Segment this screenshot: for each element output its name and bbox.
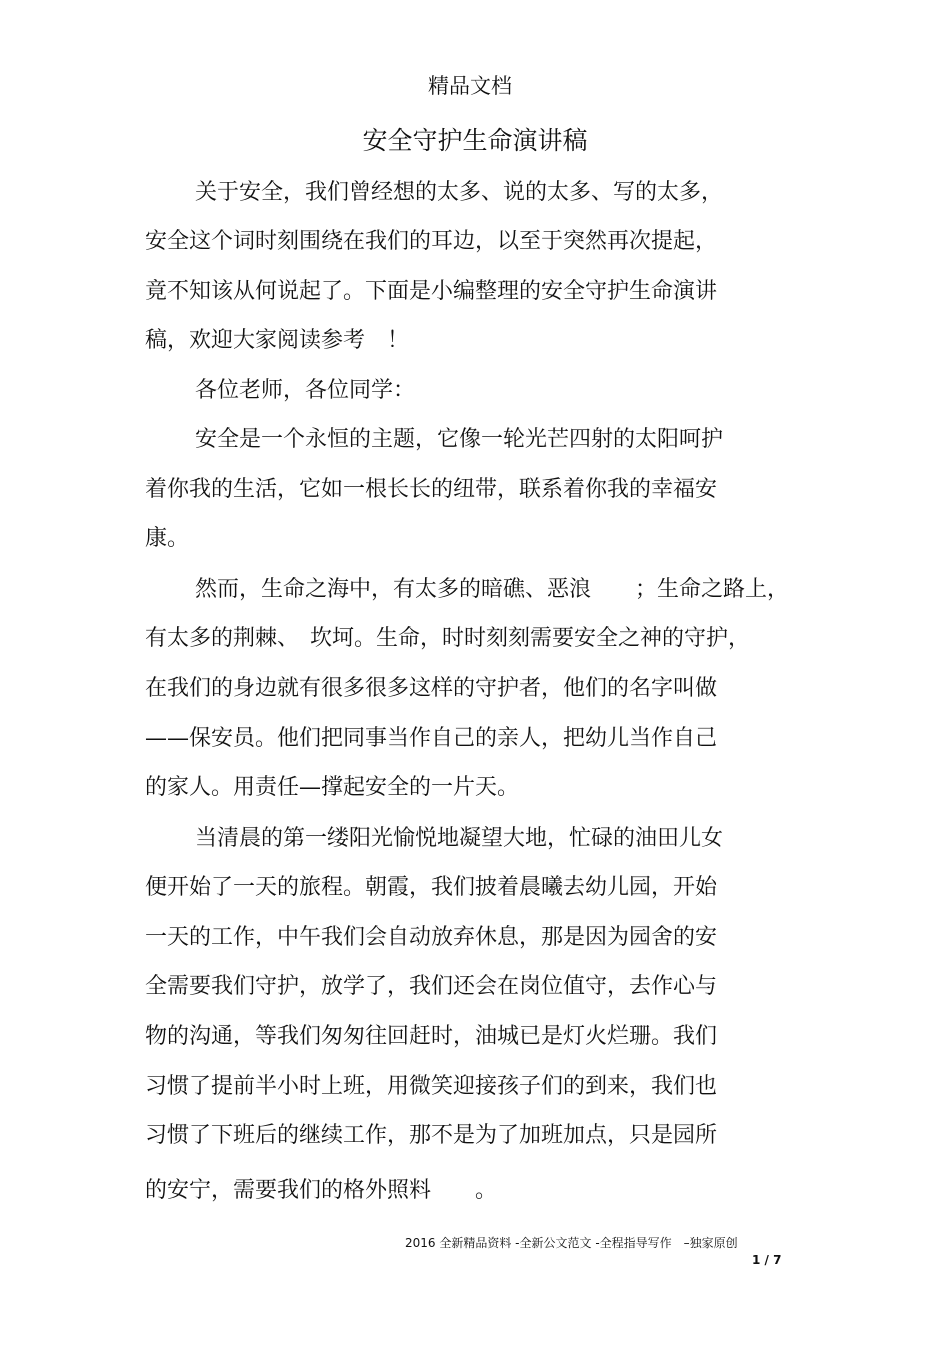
- salutation-line: 各位老师，各位同学：: [195, 378, 416, 403]
- text-line: 竟不知该从何说起了。下面是小编整理的安全守护生命演讲: [145, 279, 718, 304]
- page-footer: 2016 全新精品资料 -全新公文范文 -全程指导写作 –独家原创: [405, 1236, 738, 1250]
- text-line: 有太多的荆棘、 坎坷。生命，时时刻刻需要安全之神的守护，: [145, 626, 751, 651]
- text-line: 当清晨的第一缕阳光愉悦地凝望大地，忙碌的油田儿女: [195, 826, 724, 851]
- text-line: 便开始了一天的旅程。朝霞，我们披着晨曦去幼儿园，开始: [145, 875, 718, 900]
- text-line: 物的沟通，等我们匆匆往回赶时，油城已是灯火烂珊。我们: [145, 1024, 718, 1049]
- page-header: 精品文档: [428, 74, 512, 98]
- text-line: ——保安员。他们把同事当作自己的亲人，把幼儿当作自己: [145, 726, 718, 751]
- text-line: 一天的工作，中午我们会自动放弃休息，那是因为园舍的安: [145, 925, 718, 950]
- text-line: 康。: [145, 526, 190, 551]
- text-line: 全需要我们守护，放学了，我们还会在岗位值守，去作心与: [145, 974, 718, 999]
- text-line: 然而，生命之海中，有太多的暗礁、恶浪 ；生命之路上，: [195, 577, 790, 602]
- text-line: 稿，欢迎大家阅读参考 ！: [145, 328, 410, 353]
- text-line: 关于安全，我们曾经想的太多、说的太多、写的太多，: [195, 180, 724, 205]
- text-line: 的家人。用责任—撑起安全的一片天。: [145, 775, 520, 800]
- text-line: 安全这个词时刻围绕在我们的耳边，以至于突然再次提起，: [145, 229, 718, 254]
- text-line: 习惯了下班后的继续工作，那不是为了加班加点，只是园所: [145, 1123, 718, 1148]
- text-line: 安全是一个永恒的主题，它像一轮光芒四射的太阳呵护: [195, 427, 724, 452]
- document-title: 安全守护生命演讲稿: [362, 126, 588, 155]
- text-line: 着你我的生活，它如一根长长的纽带，联系着你我的幸福安: [145, 477, 718, 502]
- text-line: 习惯了提前半小时上班，用微笑迎接孩子们的到来，我们也: [145, 1074, 718, 1099]
- text-line: 的安宁，需要我们的格外照料 。: [145, 1178, 498, 1203]
- page-number: 1 / 7: [752, 1253, 782, 1267]
- text-line: 在我们的身边就有很多很多这样的守护者，他们的名字叫做: [145, 676, 718, 701]
